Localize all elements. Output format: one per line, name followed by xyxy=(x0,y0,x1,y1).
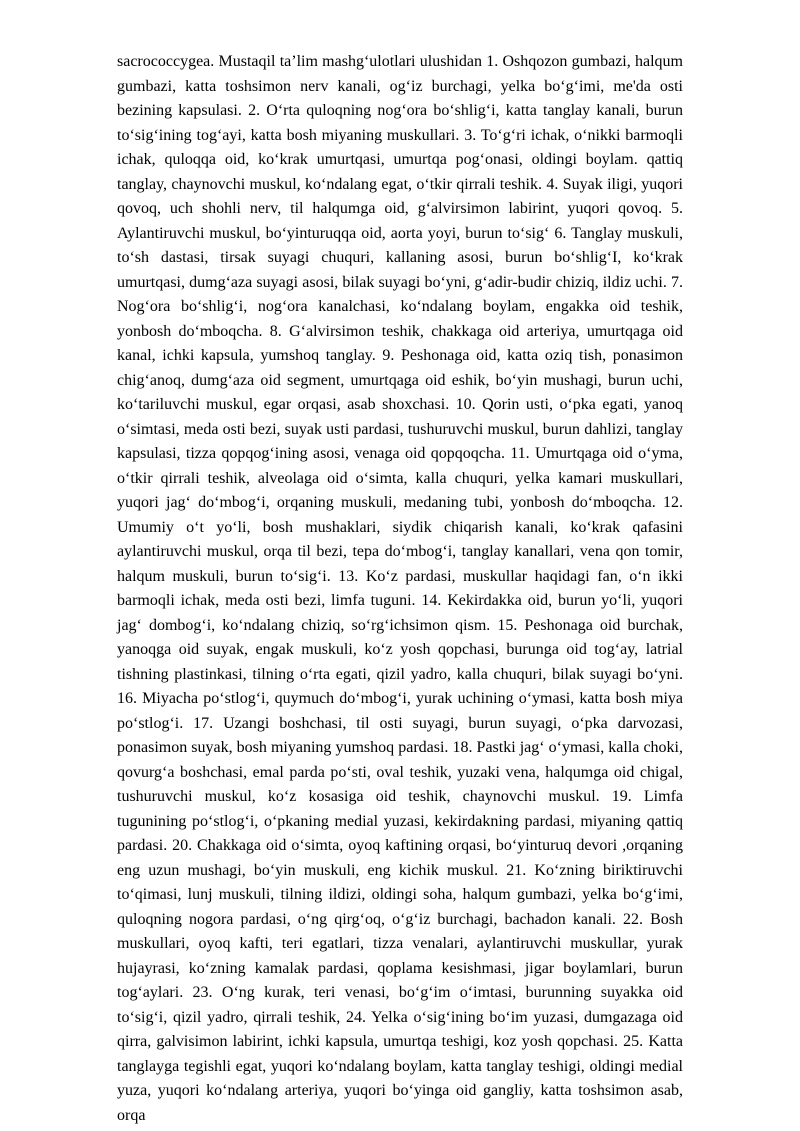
document-page xyxy=(117,50,683,1128)
body-paragraph: sacrococcygea. Mustaqil ta’lim mashg‘ulotlari ulushidan 1. Oshqozon gumbazi, halqum gumbazi, katta toshsimon nerv kanali, og‘iz burchagi, yelka bo‘g‘imi, me'da osti bezining kapsulasi. 2. O‘rta quloqning nog‘ora bo‘shlig‘i, katta tanglay kanali, burun to‘sig‘ining tog‘ayi, katta bosh miyaning muskullari. 3. To‘g‘ri ichak, o‘nikki barmoqli ichak, quloqqa oid, ko‘krak umurtqasi, umurtqa pog‘onasi, oldingi boylam. qattiq tanglay, chaynovchi muskul, ko‘ndalang egat, o‘tkir qirrali teshik. 4. Suyak iligi, yuqori qovoq, uch shohli nerv, til halqumga oid, g‘alvirsimon labirint, yuqori qovoq. 5. Aylantiruvchi muskul, bo‘yinturuqqa oid, aorta yoyi, burun to‘sig‘ 6. Tanglay muskuli, to‘sh dastasi, tirsak suyagi chuquri, kallaning asosi, burun bo‘shlig‘I, ko‘krak umurtqasi, dumg‘aza suyagi asosi, bilak suyagi bo‘yni, g‘adir-budir chiziq, ildiz uchi. 7. Nog‘ora bo‘shlig‘i, nog‘ora kanalchasi, ko‘ndalang boylam, engakka oid teshik, yonbosh do‘mboqcha. 8. G‘alvirsimon teshik, chakkaga oid arteriya, umurtqaga oid kanal, ichki kapsula, yumshoq tanglay. 9. Peshonaga oid, katta oziq tish, ponasimon chig‘anoq, dumg‘aza oid segment, umurtqaga oid eshik, bo‘yin mushagi, burun uchi, ko‘tariluvchi muskul, egar orqasi, asab shoxchasi. 10. Qorin usti, o‘pka egati, yanoq o‘simtasi, meda osti bezi, suyak usti pardasi, tushuruvchi muskul, burun dahlizi, tanglay kapsulasi, tizza qopqog‘ining asosi, venaga oid qopqoqcha. 11. Umurtqaga oid o‘yma, o‘tkir qirrali teshik, alveolaga oid o‘simta, kalla chuquri, yelka kamari muskullari, yuqori jag‘ do‘mbog‘i, orqaning muskuli, medaning tubi, yonbosh do‘mboqcha. 12. Umumiy o‘t yo‘li, bosh mushaklari, siydik chiqarish kanali, ko‘krak qafasini aylantiruvchi muskul, orqa til bezi, tepa do‘mbog‘i, tanglay kanallari, vena qon tomir, halqum muskuli, burun to‘sig‘i. 13. Ko‘z pardasi, muskullar haqidagi fan, o‘n ikki barmoqli ichak, meda osti bezi, limfa tuguni. 14. Kekirdakka oid, burun yo‘li, yuqori jag‘ dombog‘i, ko‘ndalang chiziq, so‘rg‘ichsimon qism. 15. Peshonaga oid burchak, yanoqga oid suyak, engak muskuli, ko‘z yosh qopchasi, burunga oid tog‘ay, latrial tishning plastinkasi, tilning o‘rta egati, qizil yadro, kalla chuquri, bilak suyagi bo‘yni. 16. Miyacha po‘stlog‘i, quymuch do‘mbog‘i, yurak uchining o‘ymasi, katta bosh miya po‘stlog‘i. 17. Uzangi boshchasi, til osti suyagi, burun suyagi, o‘pka darvozasi, ponasimon suyak, bosh miyaning yumshoq pardasi. 18. Pastki jag‘ o‘ymasi, kalla choki, qovurg‘a boshchasi, emal parda po‘sti, oval teshik, yuzaki vena, halqumga oid chigal, tushuruvchi muskul, ko‘z kosasiga oid teshik, chaynovchi muskul. 19. Limfa tugunining po‘stlog‘i, o‘pkaning medial yuzasi, kekirdakning pardasi, miyaning qattiq pardasi. 20. Chakkaga oid o‘simta, oyoq kaftining orqasi, bo‘yinturuq devori ,orqaning eng uzun mushagi, bo‘yin muskuli, eng kichik muskul. 21. Ko‘zning biriktiruvchi to‘qimasi, lunj muskuli, tilning ildizi, oldingi soha, halqum gumbazi, yelka bo‘g‘imi, quloqning nogora pardasi, o‘ng qirg‘oq, o‘g‘iz burchagi, bachadon kanali. 22. Bosh muskullari, oyoq kafti, teri egatlari, tizza venalari, aylantiruvchi muskullar, yurak hujayrasi, ko‘zning kamalak pardasi, qoplama kesishmasi, jigar boylamlari, burun tog‘aylari. 23. O‘ng kurak, teri venasi, bo‘g‘im o‘imtasi, burunning suyakka oid to‘sig‘i, qizil yadro, qirrali teshik, 24. Yelka o‘sig‘ining bo‘im yuzasi, dumgazaga oid qirra, galvisimon labirint, ichki kapsula, umurtqa teshigi, koz yosh qopchasi. 25. Katta tanglayga tegishli egat, yuqori ko‘ndalang boylam, katta tanglay teshigi, oldingi medial yuza, yuqori ko‘ndalang arteriya, yuqori bo‘yinga oid gangliy, katta toshsimon asab, orqa xyxy=(117,53,683,1124)
